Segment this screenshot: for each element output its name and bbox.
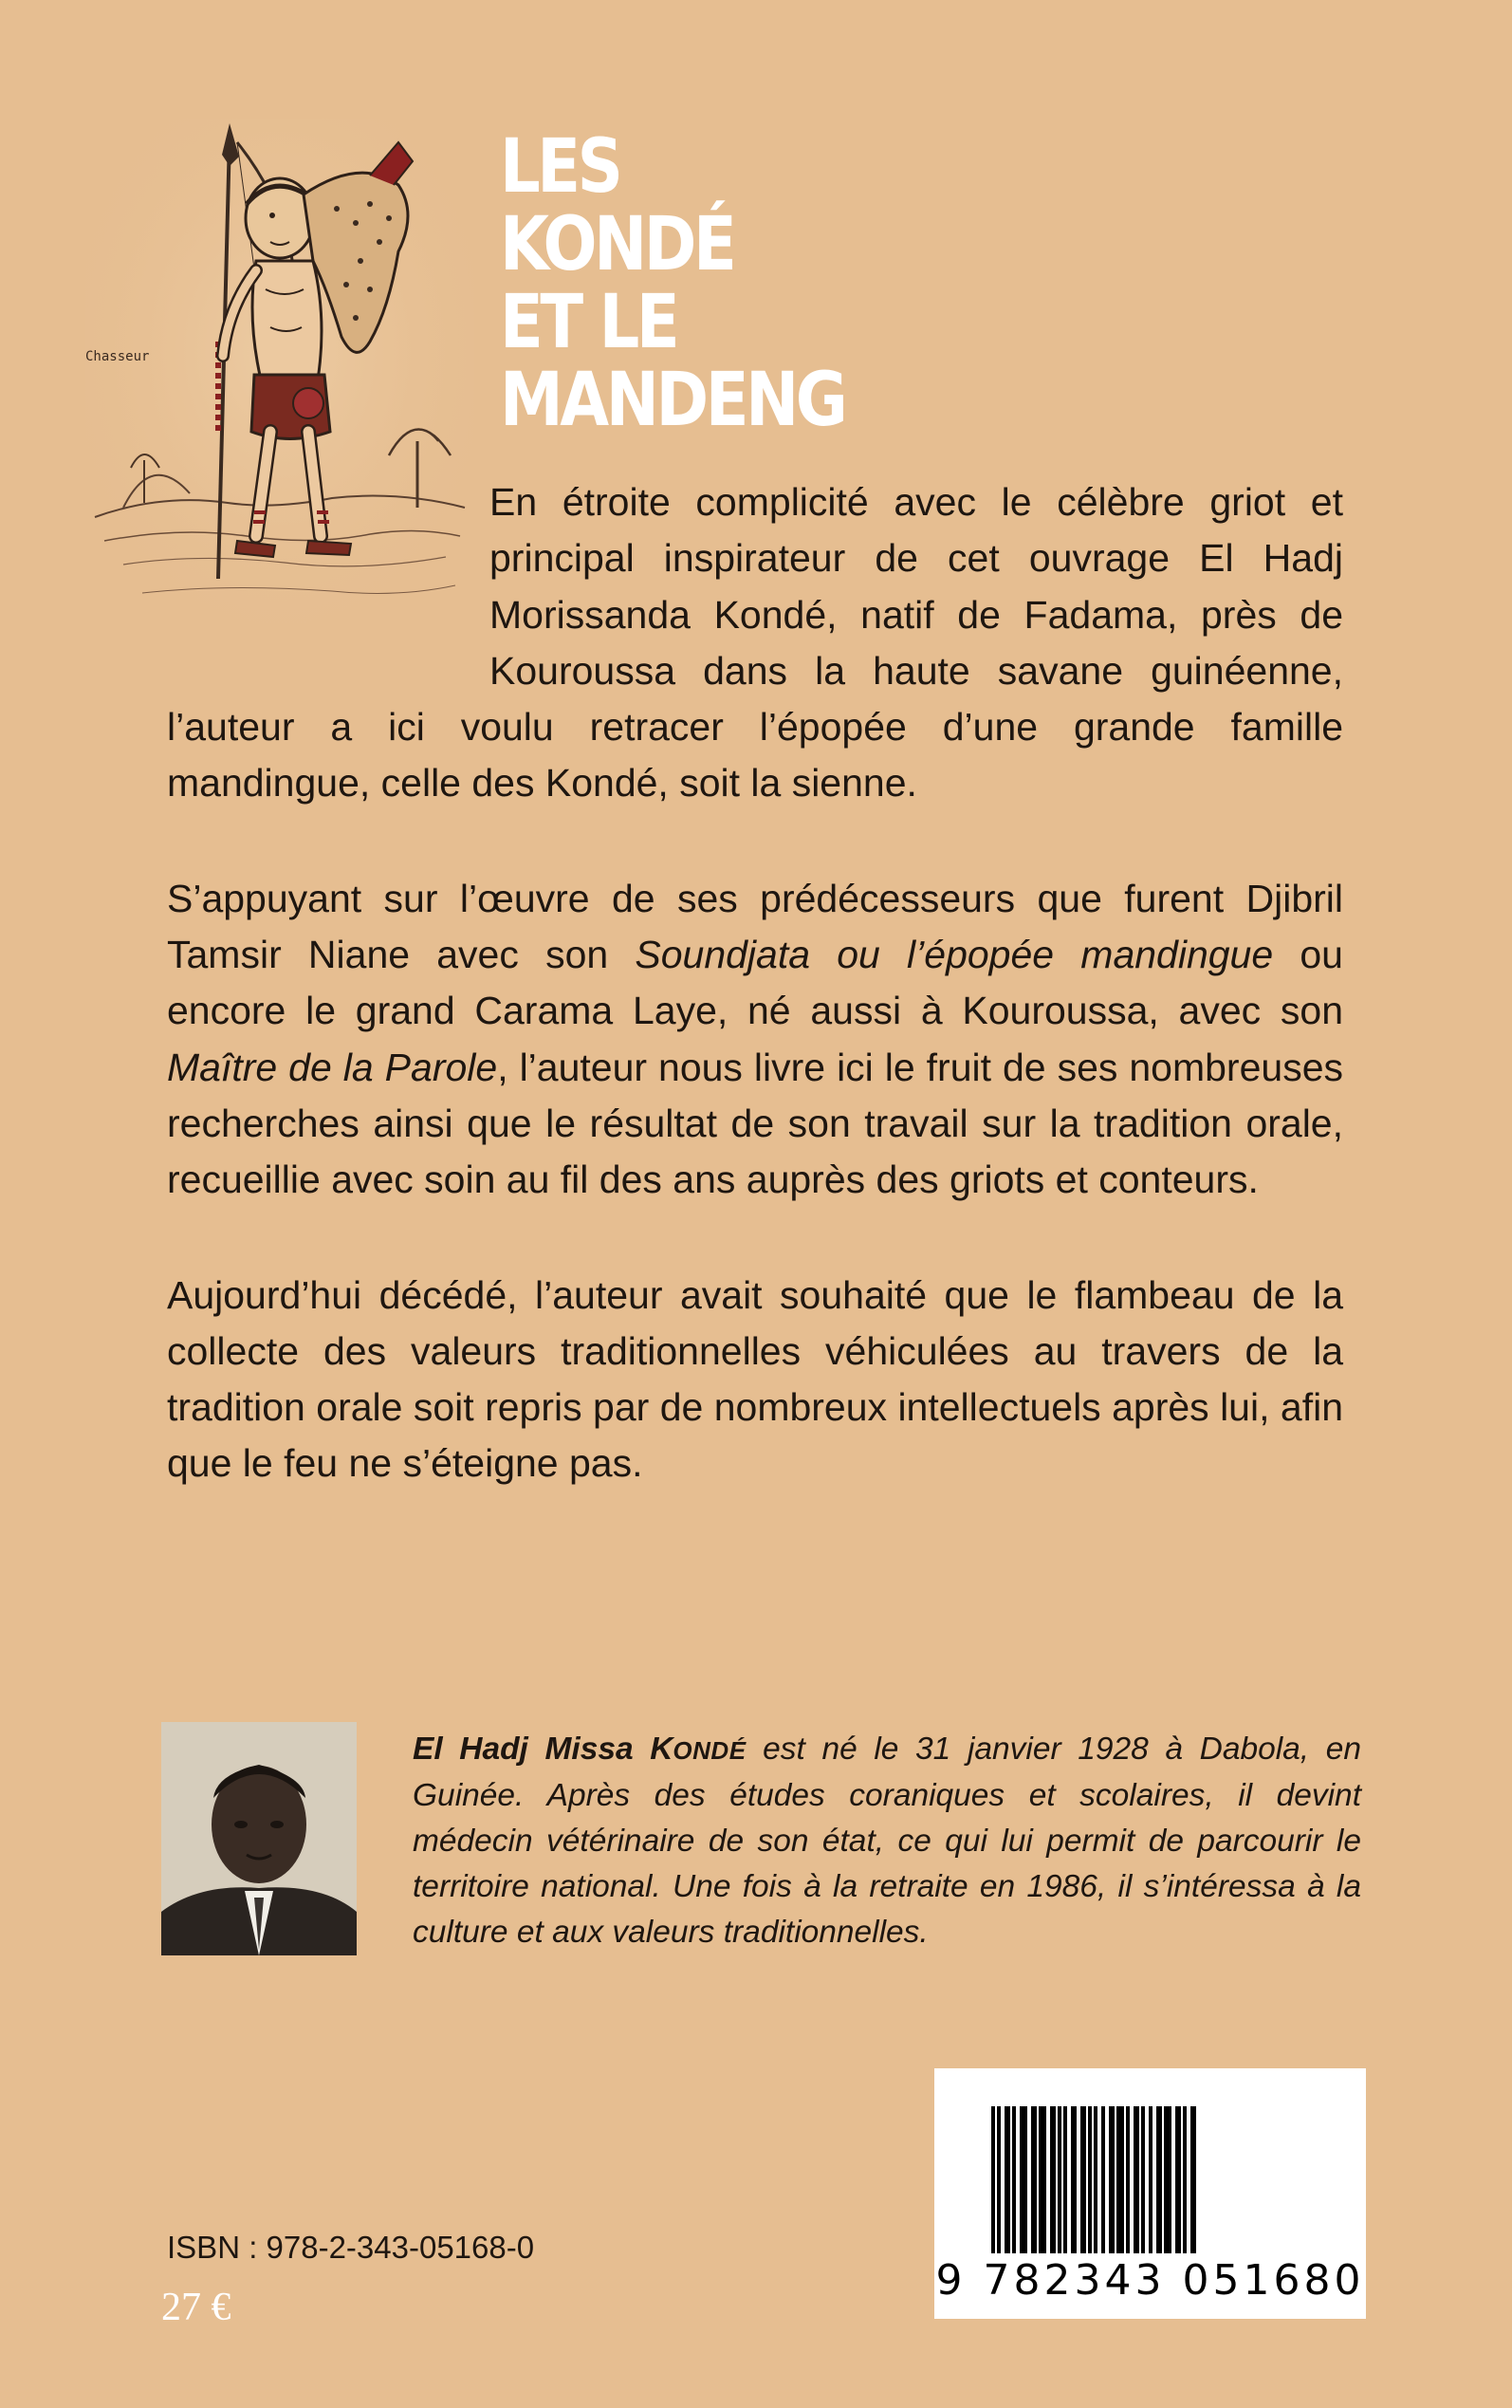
barcode-bar [1063, 2106, 1067, 2253]
author-name: El Hadj Missa KONDÉ [413, 1732, 747, 1767]
barcode-bar [1126, 2106, 1130, 2253]
book-title [500, 124, 845, 443]
price: 27 € [161, 2286, 231, 2329]
barcode-bar [1175, 2106, 1181, 2253]
title-line-1: LES [500, 124, 620, 210]
back-cover-blurb [167, 474, 1343, 1551]
barcode-bar [1109, 2106, 1115, 2253]
barcode-bar [1020, 2106, 1027, 2253]
title-line-2: KONDÉ [500, 202, 734, 287]
barcode-bar [1156, 2106, 1162, 2253]
author-photo [161, 1722, 357, 1955]
barcode-bar [1149, 2106, 1152, 2253]
author-bio: El Hadj Missa KONDÉ est né le 31 janvier 1928 à Dabola, en Guinée. Après des études coraniques et scolaires, il devint médecin vétérinaire de son état, ce qui lui permit de parcourir le territoire national. Une fois à la retraite en 1986, il s’intéressa à la culture et aux valeurs traditionnelles. [413, 1732, 1361, 1950]
barcode-bar [1050, 2106, 1056, 2253]
barcode-bar [991, 2106, 995, 2253]
barcode-digits: 9 782343 051680 [935, 2256, 1365, 2305]
title-line-3: ET LE [500, 280, 677, 365]
blurb-paragraph-1: En étroite complicité avec le célèbre griot et principal inspirateur de cet ouvrage El Hadj Morissanda Kondé, natif de Fadama, près de Kouroussa dans la haute savane guinéenne, l’auteur a ici voulu retracer l’épopée d’une grande famille mandingue, celle des Kondé, soit la sienne. [167, 480, 1343, 806]
barcode-bar [1101, 2106, 1105, 2253]
book-reference-maitre: Maître de la Parole [167, 1045, 498, 1089]
barcode-bar [1071, 2106, 1077, 2253]
barcode-bars [934, 2068, 1366, 2258]
barcode-bar [1190, 2106, 1196, 2253]
barcode-bar [1031, 2106, 1037, 2253]
barcode-bar [1164, 2106, 1171, 2253]
barcode-bar [1080, 2106, 1086, 2253]
barcode-bar [1088, 2106, 1092, 2253]
barcode-bar [1141, 2106, 1145, 2253]
barcode-bar [1039, 2106, 1046, 2253]
blurb-paragraph-3: Aujourd’hui décédé, l’auteur avait souhaité que le flambeau de la collecte des valeurs traditionnelles véhiculées au travers de la tradition orale soit repris par de nombreux intellectuels après lui, afin que le feu ne s’éteigne pas. [167, 1272, 1343, 1486]
title-line-4: MANDENG [500, 358, 845, 443]
isbn: ISBN : 978-2-343-05168-0 [167, 2230, 535, 2265]
book-reference-soundjata: Soundjata ou l’épopée mandingue [635, 933, 1274, 977]
barcode-bar [1134, 2106, 1139, 2253]
barcode-bar [997, 2106, 1001, 2253]
illustration-caption: Chasseur [85, 349, 150, 364]
barcode-bar [1116, 2106, 1124, 2253]
barcode-bar [1012, 2106, 1016, 2253]
barcode-bar [1058, 2106, 1061, 2253]
barcode [934, 2068, 1366, 2319]
barcode-bar [1094, 2106, 1097, 2253]
blurb-paragraph-2: S’appuyant sur l’œuvre de ses prédécesseurs que furent Djibril Tamsir Niane avec son Soundjata ou l’épopée mandingue ou encore le grand Carama Laye, né aussi à Kouroussa, avec son Maître de la Parole, l’auteur nous livre ici le fruit de ses nombreuses recherches ainsi que le résultat de son travail sur la tradition orale, recueillie avec soin au fil des ans auprès des griots et conteurs. [167, 876, 1343, 1202]
barcode-bar [1183, 2106, 1187, 2253]
barcode-bar [1005, 2106, 1010, 2253]
